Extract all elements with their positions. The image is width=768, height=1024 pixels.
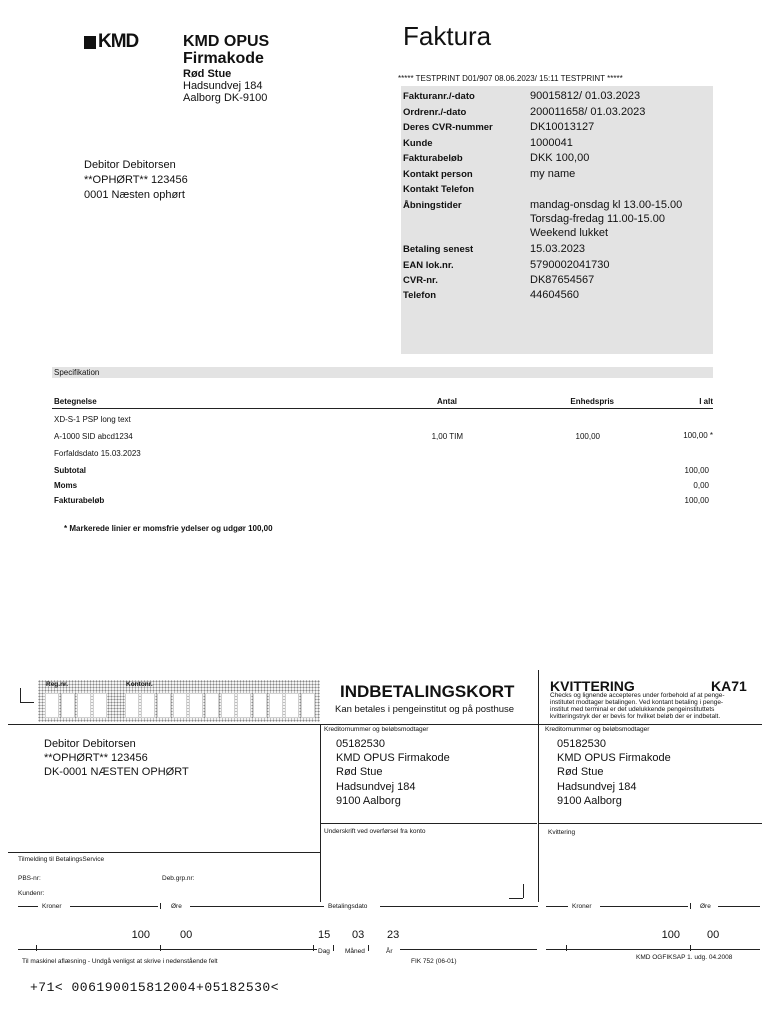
specification-divider xyxy=(52,408,713,409)
label-phone: Telefon xyxy=(403,290,437,301)
creditor-label: Kreditornummer og beløbsmodtager xyxy=(324,726,429,733)
value-order-no: 200011658/ 01.03.2023 xyxy=(530,106,646,118)
receipt-amount-ore: 00 xyxy=(707,929,720,941)
vat-exempt-note: * Markerede linier er momsfrie ydelser og udgør 100,00 xyxy=(64,524,273,533)
receipt-creditor-label: Kreditornummer og beløbsmodtager xyxy=(545,726,650,733)
creditor-city: 9100 Aalborg xyxy=(336,795,401,807)
subtotal-value: 100,00 xyxy=(684,466,709,475)
label-ean: EAN lok.nr. xyxy=(403,260,454,271)
spec-row-1-desc: XD-S-1 PSP long text xyxy=(54,415,131,424)
slip-divider-middle xyxy=(320,724,321,902)
label-invoice-no: Fakturanr./-dato xyxy=(403,91,475,102)
day-label: Dag xyxy=(318,948,330,955)
sender-city: Aalborg DK-9100 xyxy=(183,92,268,104)
recipient-line2: **OPHØRT** 123456 xyxy=(84,174,188,186)
specification-title: Specifikation xyxy=(54,368,100,377)
value-contact-person: my name xyxy=(530,168,576,180)
reg-number-label: Reg.nr. xyxy=(46,681,69,688)
invoice-total-value: 100,00 xyxy=(684,496,709,505)
spec-row-2-qty: 1,00 TIM xyxy=(431,432,463,441)
spec-row-3-desc: Forfaldsdato 15.03.2023 xyxy=(54,449,141,458)
amount-kroner: 100 xyxy=(131,929,150,941)
payer-line3: DK-0001 NÆSTEN OPHØRT xyxy=(44,766,189,778)
spec-row-2-desc: A-1000 SID abcd1234 xyxy=(54,432,133,441)
value-opening-hours-1: mandag-onsdag kl 13.00-15.00 xyxy=(530,199,683,211)
receipt-title: KVITTERING xyxy=(550,678,635,694)
payer-line2: **OPHØRT** 123456 xyxy=(44,752,148,764)
label-opening-hours: Åbningstider xyxy=(403,200,462,211)
document-title: Faktura xyxy=(403,21,492,51)
receipt-text-4: kvitteringstryk der er bevis for hvilket beløb der er indbetalt. xyxy=(550,713,721,720)
label-order-no: Ordrenr./-dato xyxy=(403,107,467,118)
ocr-line: +71< 006190015812004+05182530< xyxy=(30,980,280,995)
ore-label: Øre xyxy=(171,903,182,910)
kmd-logo-mark xyxy=(84,36,96,49)
amount-ore: 00 xyxy=(180,929,193,941)
value-opening-hours-3: Weekend lukket xyxy=(530,227,609,239)
receipt-text-1: Checks og lignende accepteres under forbehold af at penge- xyxy=(550,692,725,699)
column-header-total: I alt xyxy=(699,397,713,406)
receipt-amount-kroner: 100 xyxy=(661,929,680,941)
value-pay-by: 15.03.2023 xyxy=(530,243,586,255)
kmd-logo: KMD xyxy=(98,31,139,52)
value-cvr: DK87654567 xyxy=(530,274,595,286)
label-pay-by: Betaling senest xyxy=(403,244,474,255)
year-label: År xyxy=(386,948,393,955)
corner-mark-left xyxy=(20,688,21,702)
creditor-street: Hadsundvej 184 xyxy=(336,781,416,793)
sender-name-line1: KMD OPUS xyxy=(183,33,270,50)
payment-date-label: Betalingsdato xyxy=(328,903,368,910)
vat-value: 0,00 xyxy=(693,481,709,490)
payment-slip-title: INDBETALINGSKORT xyxy=(340,682,515,701)
testprint-banner: ***** TESTPRINT D01/907 08.06.2023/ 15:11 TESTPRINT ***** xyxy=(398,74,623,83)
receipt-creditor-street: Hadsundvej 184 xyxy=(557,781,637,793)
creditor-dept: Rød Stue xyxy=(336,766,383,778)
label-customer: Kunde xyxy=(403,138,433,149)
slip-top-line xyxy=(8,724,762,725)
account-number-label: Kontonr. xyxy=(126,681,153,688)
specification-header-bar xyxy=(52,367,713,378)
creditor-number: 05182530 xyxy=(336,738,385,750)
receipt-code: KA71 xyxy=(711,678,747,694)
receipt-creditor-name: KMD OPUS Firmakode xyxy=(557,752,671,764)
customer-no-label: Kundenr: xyxy=(18,890,45,897)
receipt-ore-label: Øre xyxy=(700,903,711,910)
month-label: Måned xyxy=(345,948,365,955)
label-amount: Fakturabeløb xyxy=(403,153,463,164)
sender-department: Rød Stue xyxy=(183,68,232,80)
kroner-label: Kroner xyxy=(42,903,62,910)
payer-line1: Debitor Debitorsen xyxy=(44,738,136,750)
payment-slip-subtitle: Kan betales i pengeinstitut og på posthuse xyxy=(335,704,515,715)
corner-mark-right xyxy=(523,884,524,898)
value-customer: 1000041 xyxy=(530,137,573,149)
date-day: 15 xyxy=(318,929,331,941)
label-cvr: CVR-nr. xyxy=(403,275,438,286)
label-contact-person: Kontakt person xyxy=(403,169,473,180)
creditor-name: KMD OPUS Firmakode xyxy=(336,752,450,764)
receipt-text-3: institut med terminal er det udelukkende pengeinstituttets xyxy=(550,706,715,713)
invoice-total-label: Fakturabeløb xyxy=(54,496,105,505)
value-invoice-no: 90015812/ 01.03.2023 xyxy=(530,90,641,102)
receipt-creditor-dept: Rød Stue xyxy=(557,766,604,778)
receipt-label: Kvittering xyxy=(548,829,576,836)
spec-row-2-total: 100,00 * xyxy=(683,431,713,440)
kmd-form-code: KMD OGFIKSAP 1. udg. 04.2008 xyxy=(636,954,733,961)
value-cvr-yours: DK10013127 xyxy=(530,121,595,133)
sender-street: Hadsundvej 184 xyxy=(183,80,263,92)
value-opening-hours-2: Torsdag-fredag 11.00-15.00 xyxy=(530,213,665,225)
value-phone: 44604560 xyxy=(530,289,579,301)
betalingsservice-label: Tilmelding til BetalingsService xyxy=(18,856,105,863)
pbs-label: PBS-nr: xyxy=(18,875,41,882)
receipt-creditor-number: 05182530 xyxy=(557,738,606,750)
receipt-creditor-city: 9100 Aalborg xyxy=(557,795,622,807)
value-amount: DKK 100,00 xyxy=(530,152,590,164)
sender-name-line2: Firmakode xyxy=(183,50,264,67)
column-header-unit-price: Enhedspris xyxy=(570,397,614,406)
recipient-line3: 0001 Næsten ophørt xyxy=(84,189,185,201)
recipient-line1: Debitor Debitorsen xyxy=(84,159,176,171)
date-year: 23 xyxy=(387,929,400,941)
spec-row-2-unit-price: 100,00 xyxy=(575,432,600,441)
column-header-description: Betegnelse xyxy=(54,397,97,406)
debgrp-label: Deb.grp.nr: xyxy=(162,875,195,882)
receipt-kroner-label: Kroner xyxy=(572,903,592,910)
subtotal-label: Subtotal xyxy=(54,466,86,475)
value-ean: 5790002041730 xyxy=(530,259,610,271)
receipt-text-2: institutet modtager betalingen. Ved kontant betaling i penge- xyxy=(550,699,724,706)
vat-label: Moms xyxy=(54,481,78,490)
label-contact-phone: Kontakt Telefon xyxy=(403,184,475,195)
signature-label: Underskrift ved overførsel fra konto xyxy=(324,828,426,835)
label-cvr-yours: Deres CVR-nummer xyxy=(403,122,493,133)
date-month: 03 xyxy=(352,929,365,941)
form-code: FIK 752 (06-01) xyxy=(411,958,457,965)
machine-reading-note: Til maskinel aflæsning - Undgå venligst at skrive i nedenstående felt xyxy=(22,958,218,965)
column-header-quantity: Antal xyxy=(437,397,457,406)
slip-divider-right xyxy=(538,670,539,902)
